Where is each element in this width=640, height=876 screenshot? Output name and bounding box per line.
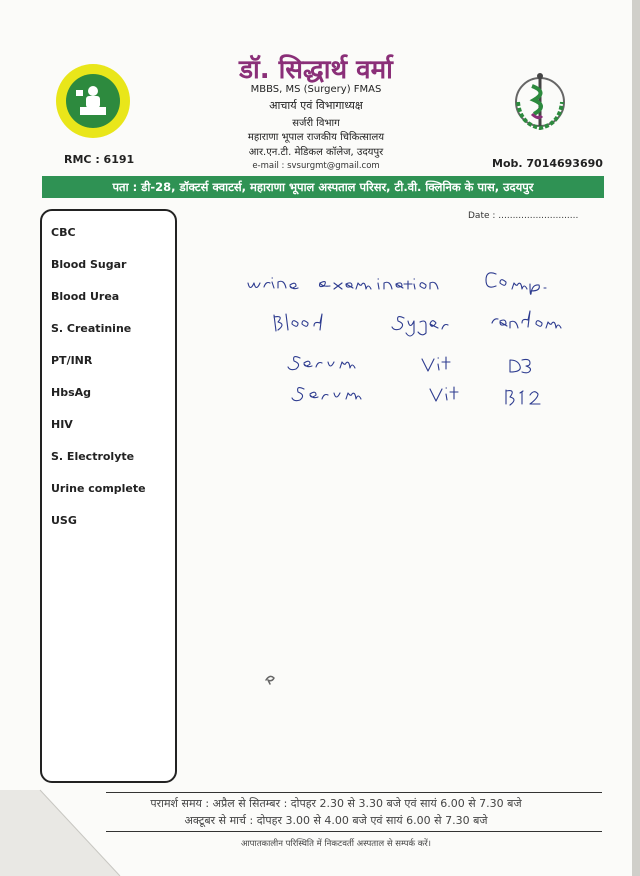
- test-item: CBC: [51, 226, 76, 239]
- test-item: USG: [51, 514, 77, 527]
- handwriting-line-3: [288, 357, 531, 373]
- footer-rule-top: [106, 792, 602, 793]
- test-item: PT/INR: [51, 354, 93, 367]
- hospital: महाराणा भूपाल राजकीय चिकित्सालय: [247, 132, 385, 143]
- test-item: Blood Sugar: [51, 258, 127, 271]
- page-edge: [632, 0, 640, 876]
- email: e-mail : svsurgmt@gmail.com: [252, 161, 380, 171]
- footer-rule-bottom: [106, 831, 602, 832]
- emergency-note: आपातकालीन परिस्थिति में निकटवर्ती अस्पताल से सम्पर्क करें।: [240, 839, 432, 849]
- rmc-number: RMC : 6191: [64, 153, 135, 166]
- college: आर.एन.टी. मेडिकल कॉलेज, उदयपुर: [248, 147, 384, 158]
- test-item: S. Electrolyte: [51, 450, 135, 463]
- consultation-timing-1: परामर्श समय : अप्रैल से सितम्बर : दोपहर 2.30 से 3.30 बजे एवं सायं 6.00 से 7.30 बजे: [150, 797, 522, 810]
- mobile-number: Mob. 7014693690: [492, 157, 603, 170]
- test-item: HIV: [51, 418, 73, 431]
- test-item: S. Creatinine: [51, 322, 132, 335]
- folded-corner: [0, 0, 160, 876]
- date-field: Date : ............................: [468, 211, 579, 221]
- handwriting-line-4: [292, 387, 540, 405]
- address-text: पता : डी-28, डॉक्टर्स क्वाटर्स, महाराणा भूपाल अस्पताल परिसर, टी.वी. क्लिनिक के पास, उदयपुर: [112, 180, 534, 194]
- department: सर्जरी विभाग: [292, 118, 340, 129]
- designation: आचार्य एवं विभागाध्यक्ष: [269, 99, 363, 112]
- test-item: HbsAg: [51, 386, 92, 399]
- handwriting-line-1: [248, 273, 546, 294]
- consultation-timing-2: अक्टूबर से मार्च : दोपहर 3.00 से 4.00 बजे एवं सायं 6.00 से 7.30 बजे: [184, 814, 488, 827]
- doctor-name: डॉ. सिद्धार्थ वर्मा: [239, 55, 393, 85]
- test-item: Urine complete: [51, 482, 146, 495]
- handwriting-line-2: [274, 311, 561, 336]
- test-item: Blood Urea: [51, 290, 120, 303]
- qualifications: MBBS, MS (Surgery) FMAS: [250, 84, 382, 95]
